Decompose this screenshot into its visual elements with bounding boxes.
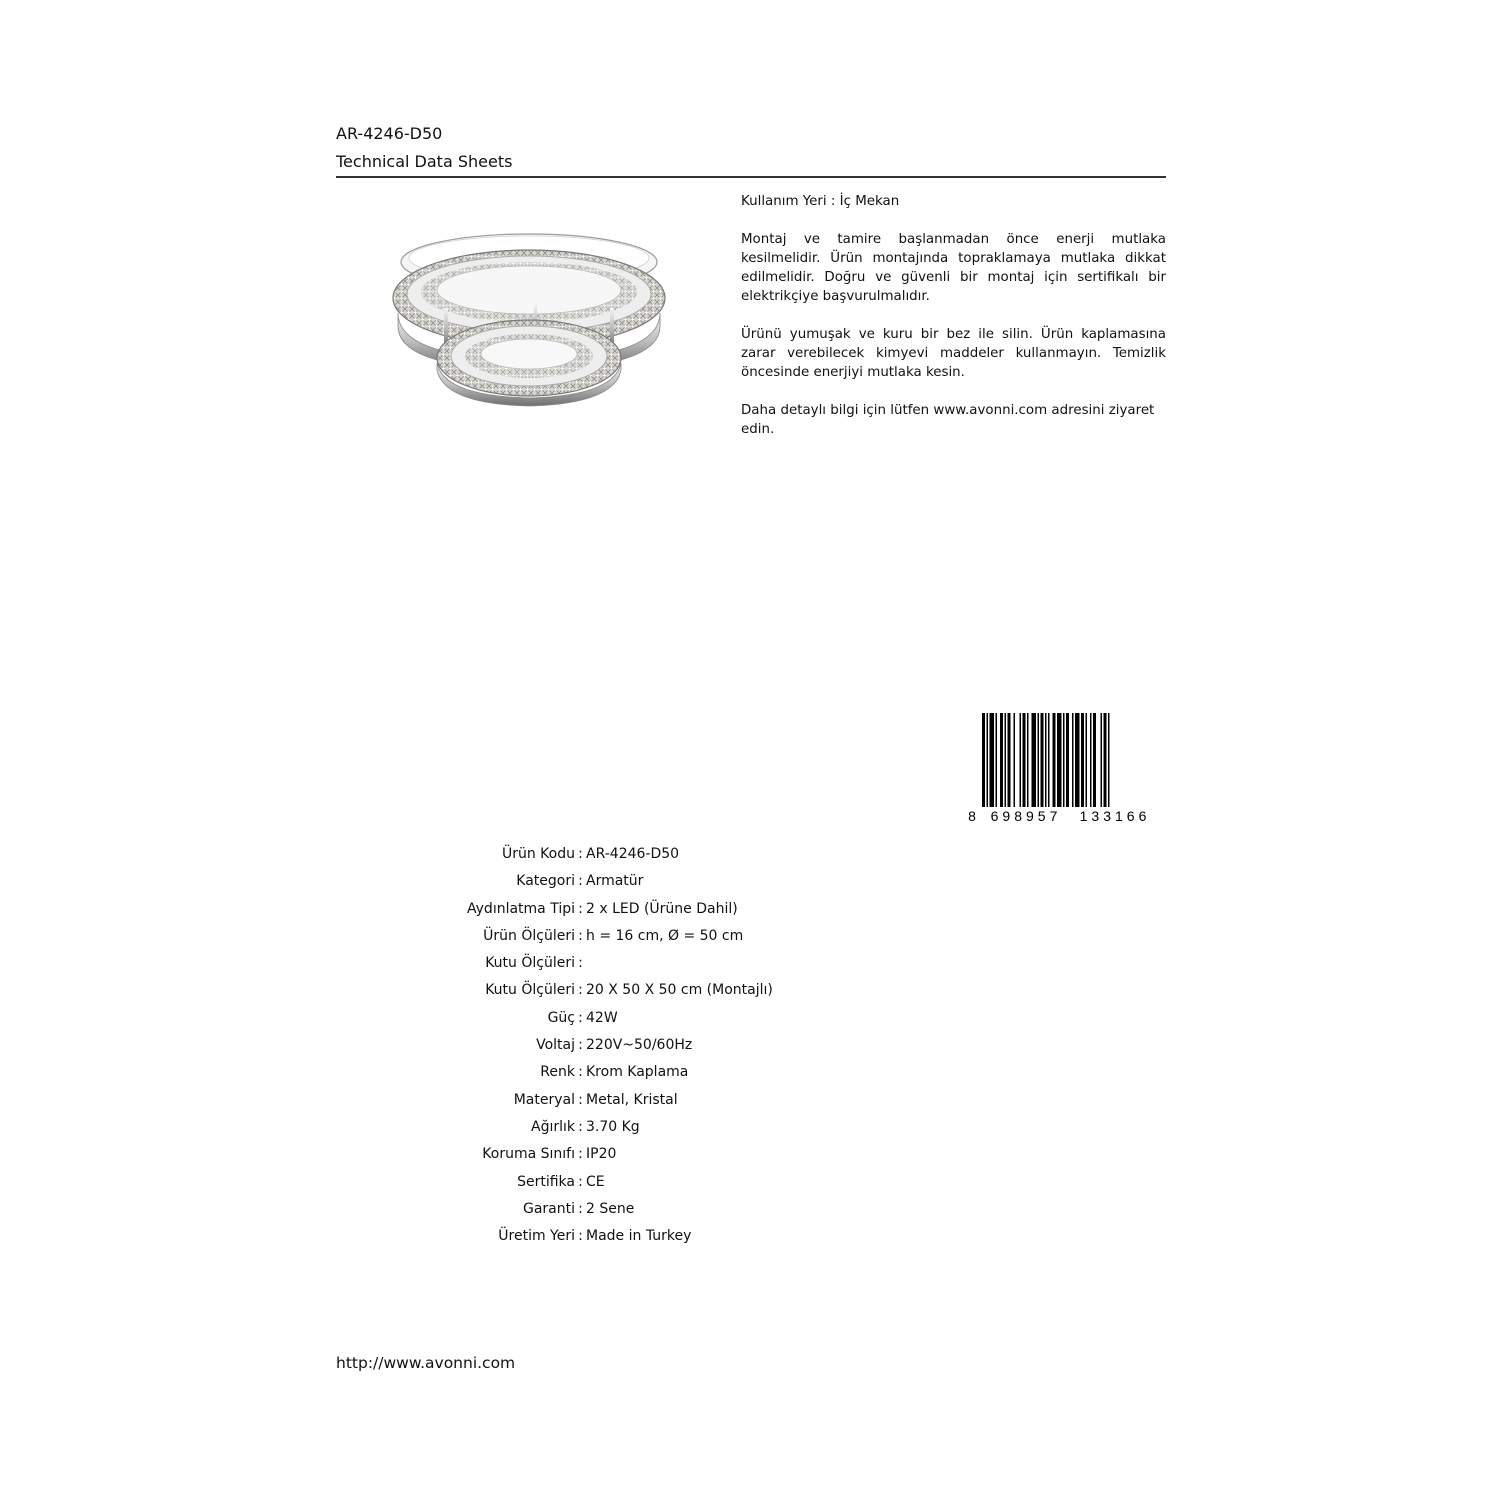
spec-separator: : [578,873,583,890]
barcode-bar [1075,713,1080,807]
barcode-bar [1032,713,1037,807]
barcode-bar [1008,713,1011,807]
spec-separator: : [578,846,583,862]
barcode-bar [1045,713,1047,807]
spec-value: CE [586,1173,605,1190]
barcode-bar [1090,713,1092,807]
barcode [966,713,1166,825]
spec-separator: : [578,1009,583,1026]
spec-row [400,1007,900,1034]
barcode-bar [1027,713,1029,807]
spec-separator: : [578,982,583,999]
barcode-bar [1053,713,1056,807]
barcode-bar [1048,713,1050,807]
spec-label: Voltaj [536,1037,575,1054]
spec-label: Renk [540,1064,575,1081]
spec-value: 2 Sene [586,1200,635,1217]
spec-value: Armatür [586,873,644,890]
spec-table [400,843,900,1252]
barcode-bar [1066,713,1069,807]
more-info-text: Daha detaylı bilgi için lütfen www.avonni.com adresini ziyaret edin. [741,403,1155,437]
barcode-bar [1005,713,1007,807]
spec-value: h = 16 cm, Ø = 50 cm [586,927,744,944]
spec-row [400,898,900,925]
barcode-bar [1093,713,1096,807]
spec-label: Ürün Ölçüleri [483,927,575,944]
spec-separator: : [578,1228,583,1245]
spec-separator: : [578,1064,583,1081]
barcode-digits-right: 133166 [1079,808,1151,824]
spec-value: Krom Kaplama [586,1064,689,1081]
spec-value: 20 X 50 X 50 cm (Montajlı) [586,982,773,999]
spec-label: Ağırlık [531,1118,575,1135]
header-divider [336,176,1166,178]
spec-label: Koruma Sınıfı [482,1146,575,1163]
spec-label: Güç [547,1009,575,1026]
spec-row [400,1061,900,1088]
barcode-bar [1000,713,1003,807]
care-instructions: Ürünü yumuşak ve kuru bir bez ile silin. Ürün kaplamasına zarar verebilecek kimyevi maddeler kullanmayın. Temizlik öncesinde enerjiyi mutlaka kesin. [741,327,1166,380]
spec-row [400,843,900,870]
barcode-bar [1041,713,1044,807]
spec-row [400,1143,900,1170]
barcode-bar [1086,713,1088,807]
barcode-bar [1108,713,1110,807]
spec-separator: : [578,1200,583,1217]
spec-value: 220V~50/60Hz [586,1037,693,1054]
spec-value: 3.70 Kg [586,1118,640,1135]
barcode-bar [1014,713,1016,807]
spec-row [400,1171,900,1198]
spec-row [400,1198,900,1225]
barcode-bar [1101,713,1103,807]
document-title: AR-4246-D50 [336,124,443,143]
barcode-bar [1038,713,1040,807]
barcode-bar [987,713,989,807]
spec-label: Üretim Yeri [498,1228,575,1245]
spec-separator: : [578,1091,583,1108]
barcode-bar [1063,713,1065,807]
spec-row [400,979,900,1006]
barcode-bar [990,713,995,807]
installation-warning: Montaj ve tamire başlanmadan önce enerji mutlaka kesilmelidir. Ürün montajında topraklamaya mutlaka dikkat edilmelidir. Doğru ve güvenli bir montaj için sertifikalı bir elektrikçiye başvurulmalıdır. [741,232,1166,304]
spec-value: 2 x LED (Ürüne Dahil) [586,900,738,917]
barcode-digit-first: 8 [968,808,976,824]
spec-separator: : [578,900,583,917]
barcode-bar [1072,713,1074,807]
spec-label: Materyal [513,1091,575,1108]
footer-url[interactable]: http://www.avonni.com [336,1354,516,1372]
spec-row [400,1034,900,1061]
spec-value: Metal, Kristal [586,1091,678,1108]
spec-row [400,870,900,897]
spec-row [400,1089,900,1116]
spec-value: 42W [586,1009,618,1026]
spec-value: IP20 [586,1146,617,1163]
spec-row [400,925,900,952]
barcode-bar [1104,713,1107,807]
spec-value: AR-4246-D50 [586,846,680,862]
spec-separator: : [578,1037,583,1054]
spec-label: Sertifika [517,1173,575,1190]
spec-label: Kutu Ölçüleri [485,955,575,972]
spec-label: Kutu Ölçüleri [485,982,575,999]
spec-separator: : [578,1118,583,1135]
spec-label: Garanti [522,1200,575,1217]
spec-separator: : [578,955,583,972]
spec-label: Ürün Kodu [501,846,575,862]
spec-separator: : [578,1146,583,1163]
spec-label: Aydınlatma Tipi [467,900,575,917]
barcode-bar [1081,713,1084,807]
info-panel [741,192,1166,458]
document-subtitle: Technical Data Sheets [336,152,513,171]
spec-separator: : [578,927,583,944]
spec-separator: : [578,1173,583,1190]
spec-row [400,1225,900,1252]
barcode-bar [1057,713,1062,807]
spec-value: Made in Turkey [586,1228,692,1245]
spec-row [400,1116,900,1143]
usage-text: Kullanım Yeri : İç Mekan [741,194,900,209]
barcode-digits-left: 698957 [990,808,1062,824]
barcode-bar [982,713,985,807]
spec-row [400,952,900,979]
spec-label: Kategori [516,873,575,890]
barcode-bar [1023,713,1026,807]
product-image [384,218,674,418]
barcode-bar [996,713,998,807]
barcode-bar [1020,713,1022,807]
barcode-bars [982,713,1110,807]
